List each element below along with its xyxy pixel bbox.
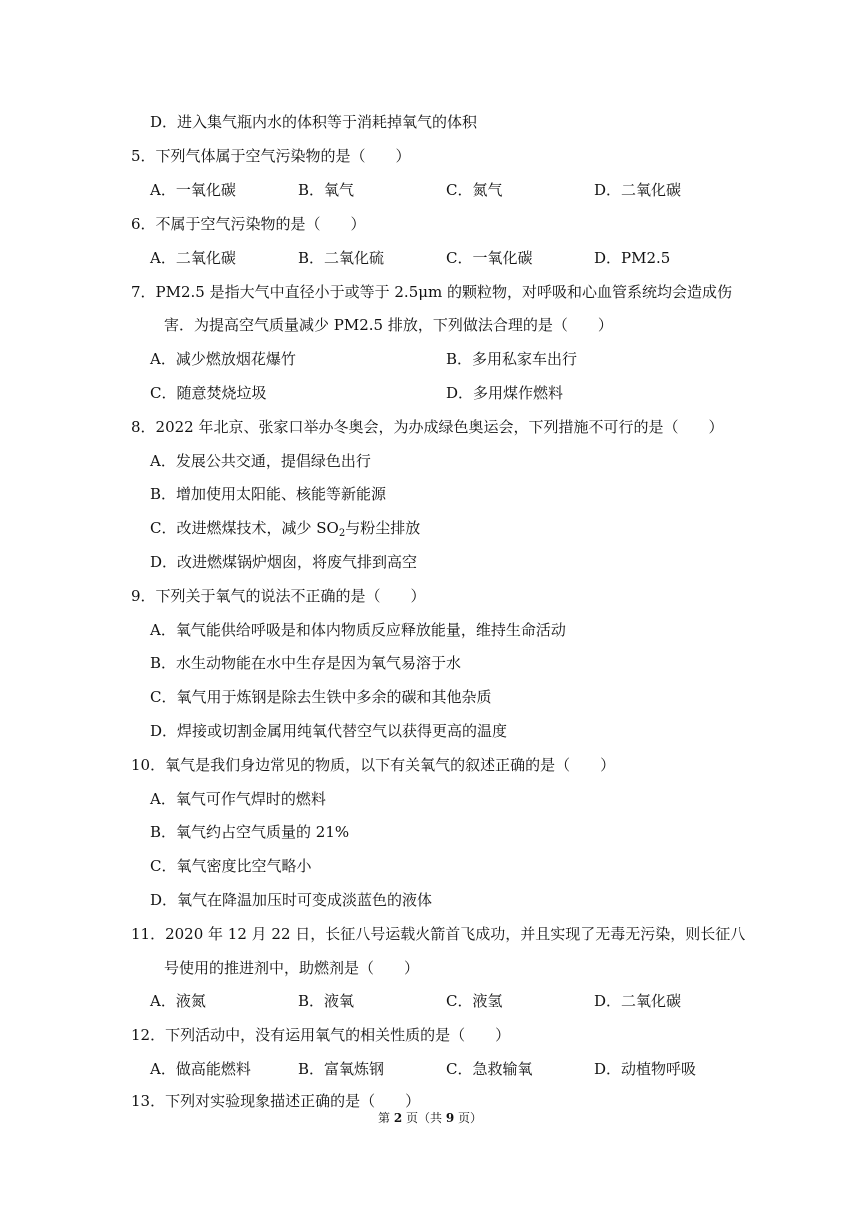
q11-option-b: B．液氧 xyxy=(298,992,355,1010)
footer-page-number: 2 xyxy=(393,1111,403,1125)
q10-option-b: B．氧气约占空气质量的 21% xyxy=(150,823,350,841)
page-footer xyxy=(0,1109,860,1126)
q11-option-d: D．二氧化碳 xyxy=(594,992,682,1010)
q8-option-a: A．发展公共交通，提倡绿色出行 xyxy=(150,452,371,470)
footer-middle: 页（共 xyxy=(402,1111,446,1125)
footer-total-pages: 9 xyxy=(445,1111,455,1125)
q13-stem: 13．下列对实验现象描述正确的是（ ） xyxy=(131,1092,421,1110)
q8-option-c-text: C．改进燃煤技术，减少 SO xyxy=(150,519,339,537)
q5-option-a: A．一氧化碳 xyxy=(150,181,236,199)
q9-stem: 9．下列关于氧气的说法不正确的是（ ） xyxy=(131,587,426,605)
q8-option-c-text-end: 与粉尘排放 xyxy=(345,519,421,537)
q11-stem-line1: 11．2020 年 12 月 22 日，长征八号运载火箭首飞成功，并且实现了无毒无污染，则长征八 xyxy=(131,925,746,943)
q7-option-a: A．减少燃放烟花爆竹 xyxy=(150,350,296,368)
footer-prefix: 第 xyxy=(377,1111,394,1125)
q12-option-c: C．急救输氧 xyxy=(446,1060,533,1078)
q6-option-b: B．二氧化硫 xyxy=(298,249,385,267)
q5-stem: 5．下列气体属于空气污染物的是（ ） xyxy=(131,147,411,165)
q9-option-d: D．焊接或切割金属用纯氧代替空气以获得更高的温度 xyxy=(150,722,508,740)
q9-option-b: B．水生动物能在水中生存是因为氧气易溶于水 xyxy=(150,654,462,672)
q8-option-d: D．改进燃煤锅炉烟囱，将废气排到高空 xyxy=(150,553,418,571)
q11-option-c: C．液氢 xyxy=(446,992,503,1010)
q8-option-c-subscript: 2 xyxy=(338,528,346,539)
q7-stem-line1: 7．PM2.5 是指大气中直径小于或等于 2.5μm 的颗粒物，对呼吸和心血管系统均会造成伤 xyxy=(131,283,732,301)
q9-option-a: A．氧气能供给呼吸是和体内物质反应释放能量，维持生命活动 xyxy=(150,621,566,639)
q7-option-b: B．多用私家车出行 xyxy=(446,350,578,368)
q7-option-c: C．随意焚烧垃圾 xyxy=(150,384,267,402)
q10-option-a: A．氧气可作气焊时的燃料 xyxy=(150,790,326,808)
q8-option-b: B．增加使用太阳能、核能等新能源 xyxy=(150,485,387,503)
q11-option-a: A．液氮 xyxy=(150,992,206,1010)
q12-option-b: B．富氧炼钢 xyxy=(298,1060,385,1078)
q12-option-d: D．动植物呼吸 xyxy=(594,1060,697,1078)
q10-option-c: C．氧气密度比空气略小 xyxy=(150,857,312,875)
q6-option-a: A．二氧化碳 xyxy=(150,249,236,267)
q5-option-b: B．氧气 xyxy=(298,181,355,199)
q6-option-d: D．PM2.5 xyxy=(594,249,671,267)
q6-stem: 6．不属于空气污染物的是（ ） xyxy=(131,215,366,233)
q10-option-d: D．氧气在降温加压时可变成淡蓝色的液体 xyxy=(150,891,433,909)
q8-stem: 8．2022 年北京、张家口举办冬奥会，为办成绿色奥运会，下列措施不可行的是（ ） xyxy=(131,418,724,436)
q11-stem-line2: 号使用的推进剂中，助燃剂是（ ） xyxy=(164,959,420,977)
q9-option-c: C．氧气用于炼钢是除去生铁中多余的碳和其他杂质 xyxy=(150,688,492,706)
q5-option-c: C．氮气 xyxy=(446,181,503,199)
q8-option-c xyxy=(150,518,420,538)
q4-option-d: D．进入集气瓶内水的体积等于消耗掉氧气的体积 xyxy=(150,113,478,131)
footer-suffix: 页） xyxy=(454,1111,482,1125)
q12-option-a: A．做高能燃料 xyxy=(150,1060,251,1078)
q10-stem: 10．氧气是我们身边常见的物质，以下有关氧气的叙述正确的是（ ） xyxy=(131,756,616,774)
q5-option-d: D．二氧化碳 xyxy=(594,181,682,199)
q12-stem: 12．下列活动中，没有运用氧气的相关性质的是（ ） xyxy=(131,1026,511,1044)
q7-option-d: D．多用煤作燃料 xyxy=(446,384,564,402)
q6-option-c: C．一氧化碳 xyxy=(446,249,533,267)
q7-stem-line2: 害．为提高空气质量减少 PM2.5 排放，下列做法合理的是（ ） xyxy=(164,316,613,334)
